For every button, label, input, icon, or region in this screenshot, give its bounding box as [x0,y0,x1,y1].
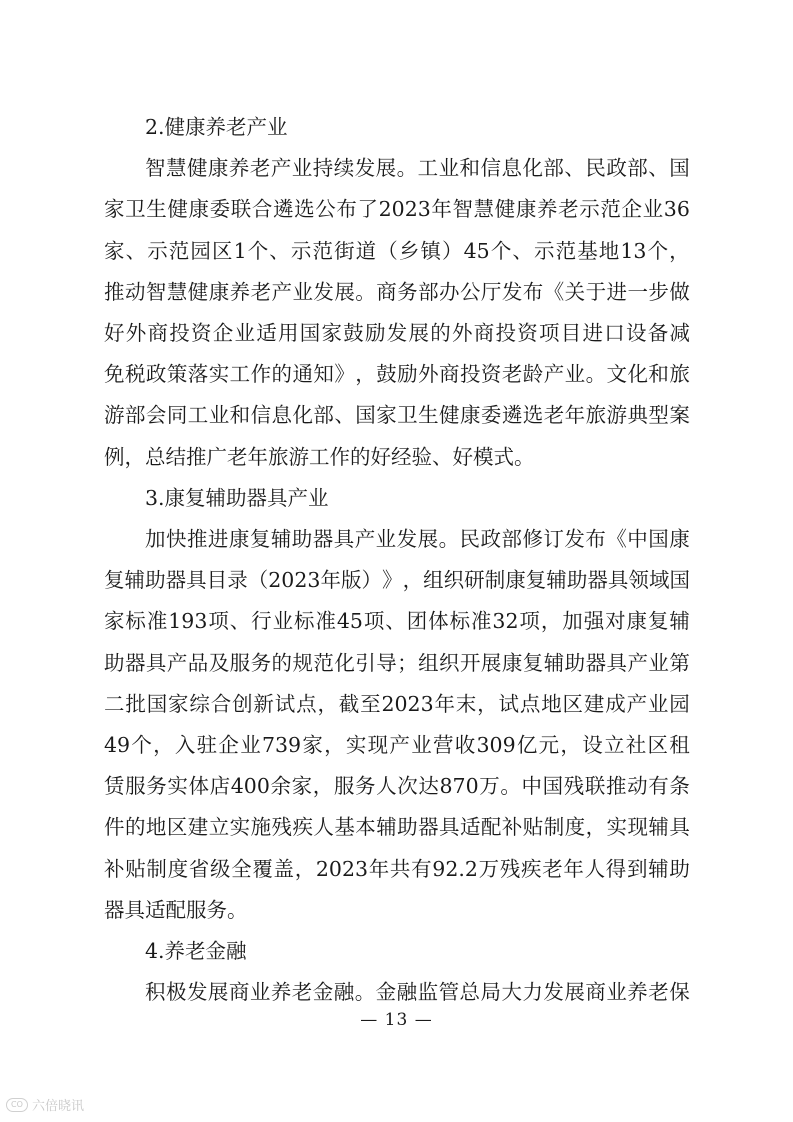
paragraph-line: 赁 服 务 实 体 店 400 余 家 ， 服 务 人 次 达 870 万 。 中 国 残 联 推 动 有 条 [104,774,690,799]
section-heading: 3.康复辅助器具产业 [145,485,329,510]
paragraph-line: 好 外 商 投 资 企 业 适 用 国 家 鼓 励 发 展 的 外 商 投 资 项 目 进 口 设 备 减 [104,321,690,345]
paragraph-line: 例，总结推广老年旅游工作的好经验、好模式。 [104,444,535,469]
paragraph-line: 49 个 ， 入 驻 企 业 739 家 ， 实 现 产 业 营 收 309 亿 元 ， 设 立 社 区 租 [104,733,690,757]
watermark-text: 六倍晓讯 [32,1099,85,1114]
paragraph-line: 家 、 示 范 园 区 1 个 、 示 范 街 道 （ 乡 镇 ） 45 个 、 示 范 基 地 13 个 ， [104,238,690,263]
section-heading: 2.健康养老产业 [145,115,288,139]
paragraph-line: 补 贴 制 度 省 级 全 覆 盖 ， 2023 年 共 有 92.2 万 残 疾 老 年 人 得 到 辅 助 [104,856,690,881]
paragraph-line: 复 辅 助 器 具 目 录 （ 2023 年 版 ） 》 ， 组 织 研 制 康 复 辅 助 器 具 领 域 国 [104,568,690,593]
section-heading: 4.养老金融 [145,939,247,963]
paragraph-line: 器具适配服务。 [104,897,248,922]
watermark-logo-icon: CO [6,1098,28,1112]
page-number: — 13 — [360,1010,433,1030]
paragraph-line: 助 器 具 产 品 及 服 务 的 规 范 化 引 导 ； 组 织 开 展 康 复 辅 助 器 具 产 业 第 [104,650,690,675]
paragraph-line: 件 的 地 区 建 立 实 施 残 疾 人 基 本 辅 助 器 具 适 配 补 贴 制 度 ， 实 现 辅 具 [104,815,690,840]
paragraph-line: 家 卫 生 健 康 委 联 合 遴 选 公 布 了 2023 年 智 慧 健 康 养 老 示 范 企 业 36 [104,197,690,222]
paragraph-line: 游 部 会 同 工 业 和 信 息 化 部 、 国 家 卫 生 健 康 委 遴 选 老 年 旅 游 典 型 案 [104,403,690,428]
paragraph-line: 智 慧 健 康 养 老 产 业 持 续 发 展 。 工 业 和 信 息 化 部 、 民 政 部 、 国 [145,156,690,181]
paragraph-line: 二 批 国 家 综 合 创 新 试 点 ， 截 至 2023 年 末 ， 试 点 地 区 建 成 产 业 园 [104,691,690,716]
paragraph-line: 免 税 政 策 落 实 工 作 的 通 知 》 ， 鼓 励 外 商 投 资 老 龄 产 业 。 文 化 和 旅 [104,362,690,387]
paragraph-line: 加 快 推 进 康 复 辅 助 器 具 产 业 发 展 。 民 政 部 修 订 发 布 《 中 国 康 [145,527,690,551]
paragraph-line: 积 极 发 展 商 业 养 老 金 融 。 金 融 监 管 总 局 大 力 发 展 商 业 养 老 保 [145,980,690,1005]
watermark [6,1095,84,1114]
paragraph-line: 推 动 智 慧 健 康 养 老 产 业 发 展 。 商 务 部 办 公 厅 发 布 《 关 于 进 一 步 做 [104,279,690,304]
paragraph-line: 家 标 准 193 项 、 行 业 标 准 45 项 、 团 体 标 准 32 项 ， 加 强 对 康 复 辅 [104,609,690,634]
